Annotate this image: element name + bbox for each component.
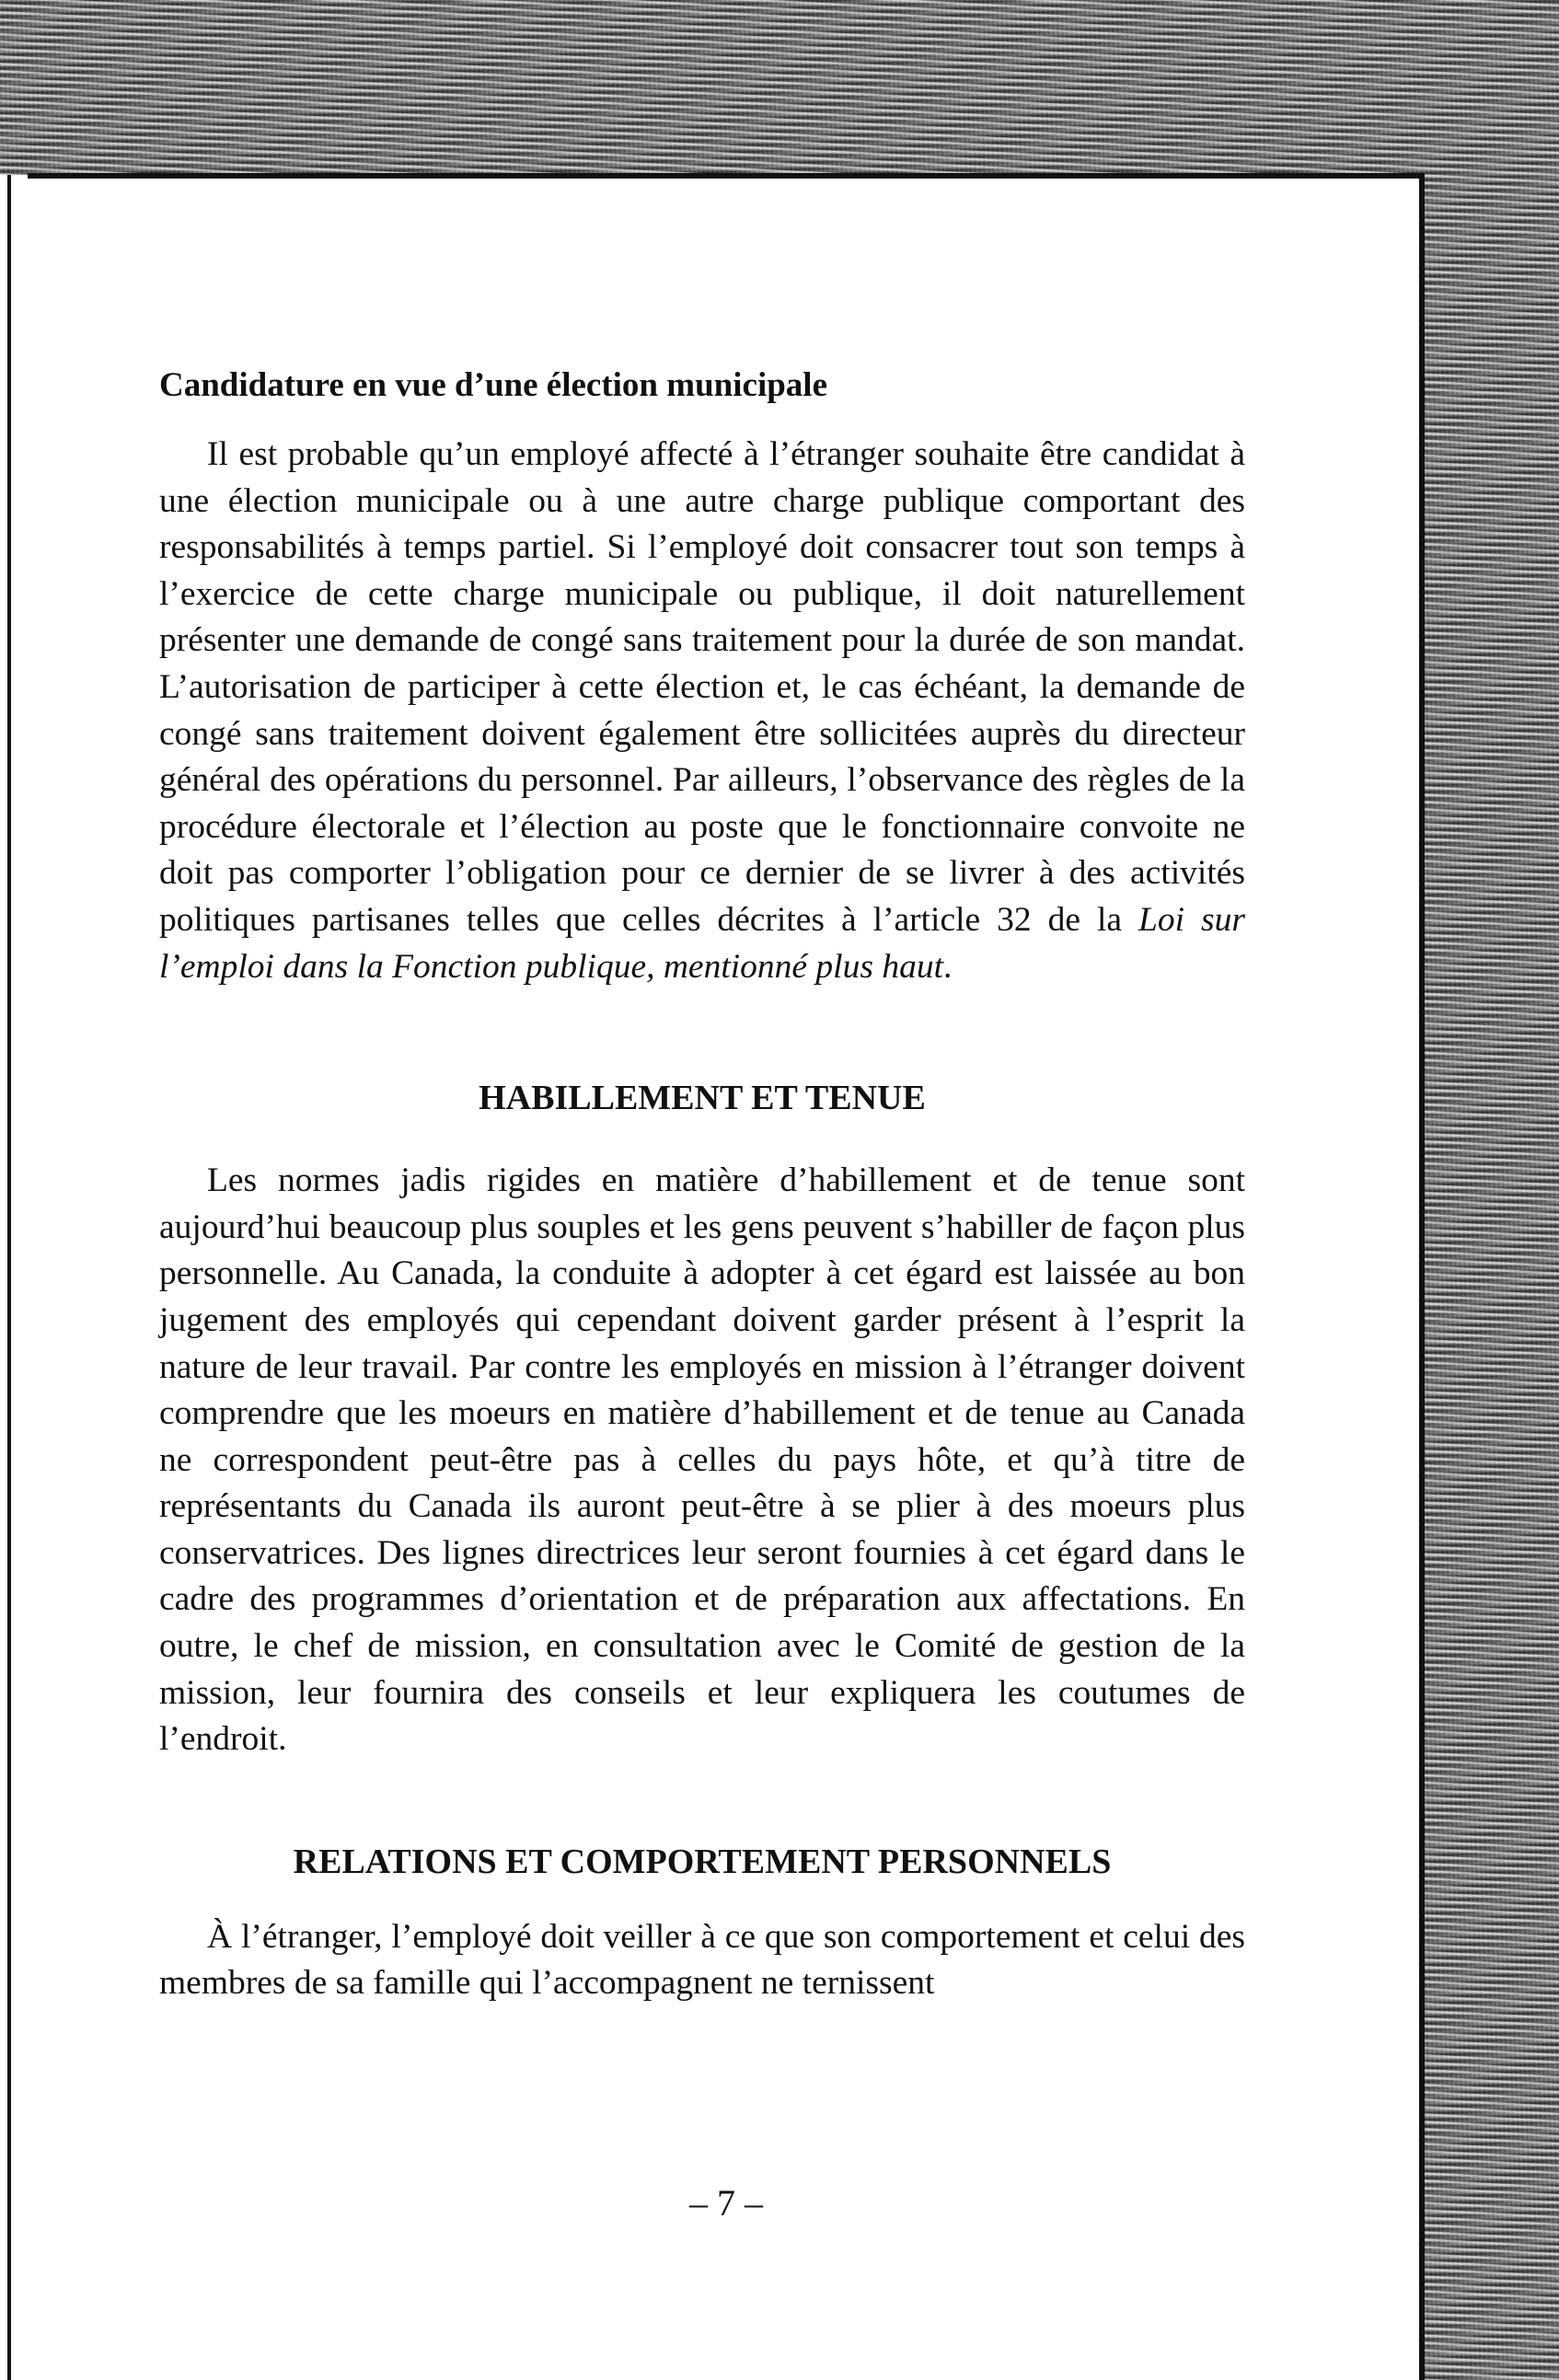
paragraph-dress: Les normes jadis rigides en matière d’habillement et de tenue sont aujourd’hui beaucoup plus souples et les gens peuvent s’habiller de façon plus personnelle. Au Canada, la conduite à adopter à cet égard est laissée au bon jugement des employés qui cependant doivent garder présent à l’esprit la nature de leur travail. Par contre les employés en mission à l’étranger doivent comprendre que les moeurs en matière d’habillement et de tenue au Canada ne correspondent peut-être pas à celles du pays hôte, et qu’à titre de représentants du Canada ils auront peut-être à se plier à des moeurs plus conservatrices. Des lignes directrices leur seront fournies à cet égard dans le cadre des programmes d’orientation et de préparation aux affectations. En outre, le chef de mission, en consultation avec le Comité de gestion de la mission, leur fournira des conseils et leur expliquera les coutumes de l’endroit. (159, 1161, 1245, 1759)
section-title-dress: HABILLEMENT ET TENUE (479, 1079, 926, 1118)
subheading-municipal-election: Candidature en vue d’une élection municipale (159, 366, 827, 404)
paragraph-municipal-election (159, 432, 1245, 990)
scan-edge-line (7, 175, 11, 2380)
page-content (159, 363, 1245, 2007)
page-number: – 7 – (689, 2182, 763, 2224)
document-page (28, 173, 1425, 2380)
italic-law-reference: Loi sur l’emploi dans la Fonction publique, mentionné plus haut (159, 900, 1245, 986)
section-title-relations: RELATIONS ET COMPORTEMENT PERSONNELS (293, 1842, 1112, 1881)
paragraph-text: Il est probable qu’un employé affecté à l’étranger souhaite être candidat à une élection municipale ou à une autre charge publique comportant des responsabilités à temps partiel. Si l’employé doit consacrer tout son temps à l’exercice de cette charge municipale ou publique, il doit naturellement présenter une demande de congé sans traitement pour la durée de son mandat. L’autorisation de participer à cette élection et, le cas échéant, la demande de congé sans traitement doivent également être sollicitées auprès du directeur général des opérations du personnel. Par ailleurs, l’observance des règles de la procédure électorale et l’élection au poste que le fonctionnaire convoite ne doit pas comporter l’obligation pour ce dernier de se livrer à des activités politiques partisanes telles que celles décrites à l’article 32 de la (159, 435, 1245, 939)
paragraph-end: . (943, 947, 953, 986)
paragraph-relations: À l’étranger, l’employé doit veiller à ce que son comportement et celui des membres de sa famille qui l’accompagnent ne ternissent (159, 1917, 1245, 2003)
